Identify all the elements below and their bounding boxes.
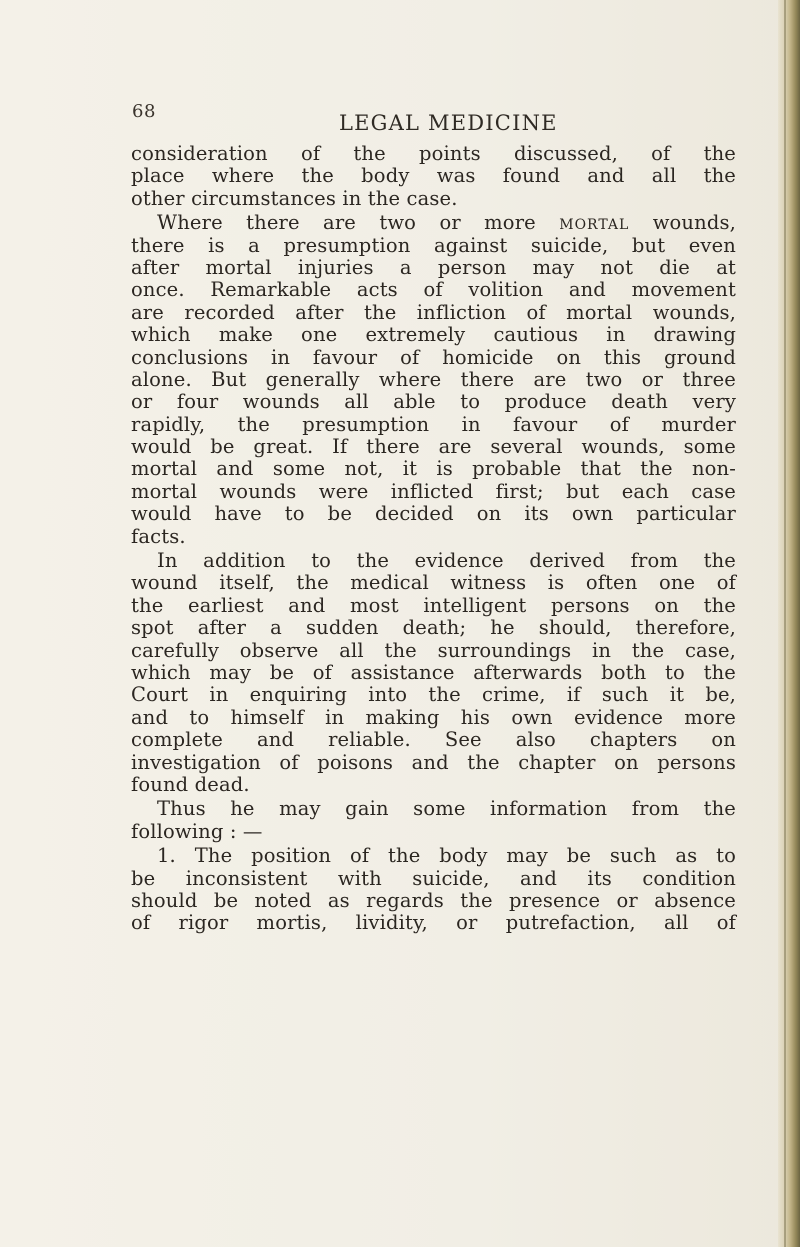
text-line: would have to be decided on its own particular: [131, 502, 736, 526]
text-line: or four wounds all able to produce death very: [131, 390, 736, 414]
text-line: place where the body was found and all the: [131, 164, 736, 188]
text-line: other circumstances in the case.: [131, 186, 458, 210]
text-line: mortal and some not, it is probable that the non-: [131, 457, 736, 481]
text-line: Court in enquiring into the crime, if such it be,: [131, 683, 736, 707]
text-line: complete and reliable. See also chapters on: [131, 728, 736, 752]
page-number: 68: [132, 101, 156, 122]
text-line: 1. The position of the body may be such as to: [157, 844, 736, 868]
text-line: the earliest and most intelligent persons on the: [131, 593, 736, 617]
text-line: rapidly, the presumption in favour of murder: [131, 412, 736, 436]
text-line: conclusions in favour of homicide on this ground: [131, 345, 736, 369]
text-line: spot after a sudden death; he should, therefore,: [131, 616, 736, 640]
text-line: should be noted as regards the presence or absence: [131, 888, 736, 912]
text-fragment: Where there are two or more: [157, 211, 560, 235]
text-line: of rigor mortis, lividity, or putrefaction, all of: [131, 911, 736, 935]
running-title: LEGAL MEDICINE: [339, 111, 558, 135]
smallcaps-word: mortal: [559, 211, 630, 235]
text-line: Thus he may gain some information from the: [157, 797, 736, 821]
text-line: found dead.: [131, 772, 250, 796]
text-line: consideration of the points discussed, of the: [131, 142, 736, 165]
text-line: once. Remarkable acts of volition and movement: [131, 278, 736, 302]
text-line: are recorded after the infliction of mortal wounds,: [131, 300, 736, 324]
text-line: after mortal injuries a person may not die at: [131, 255, 736, 279]
text-line: [131, 212, 736, 234]
page-edge-shadow: [778, 0, 800, 1247]
body-text: [131, 143, 736, 935]
text-fragment: wounds,: [629, 211, 736, 235]
page-edge-line: [784, 0, 786, 1247]
text-line: there is a presumption against suicide, but even: [131, 233, 736, 257]
text-line: investigation of poisons and the chapter on persons: [131, 750, 736, 774]
text-line: which make one extremely cautious in drawing: [131, 323, 736, 347]
text-line: wound itself, the medical witness is often one of: [131, 571, 736, 595]
text-line: be inconsistent with suicide, and its condition: [131, 866, 736, 890]
text-line: alone. But generally where there are two or three: [131, 367, 736, 391]
text-line: mortal wounds were inflicted first; but each case: [131, 479, 736, 503]
text-line: would be great. If there are several wounds, some: [131, 435, 736, 459]
text-line: following : —: [131, 819, 263, 843]
text-line: carefully observe all the surroundings in the case,: [131, 638, 736, 662]
text-line: In addition to the evidence derived from the: [157, 549, 736, 573]
text-line: which may be of assistance afterwards both to the: [131, 660, 736, 684]
text-line: and to himself in making his own evidence more: [131, 705, 736, 729]
text-line: facts.: [131, 524, 186, 548]
